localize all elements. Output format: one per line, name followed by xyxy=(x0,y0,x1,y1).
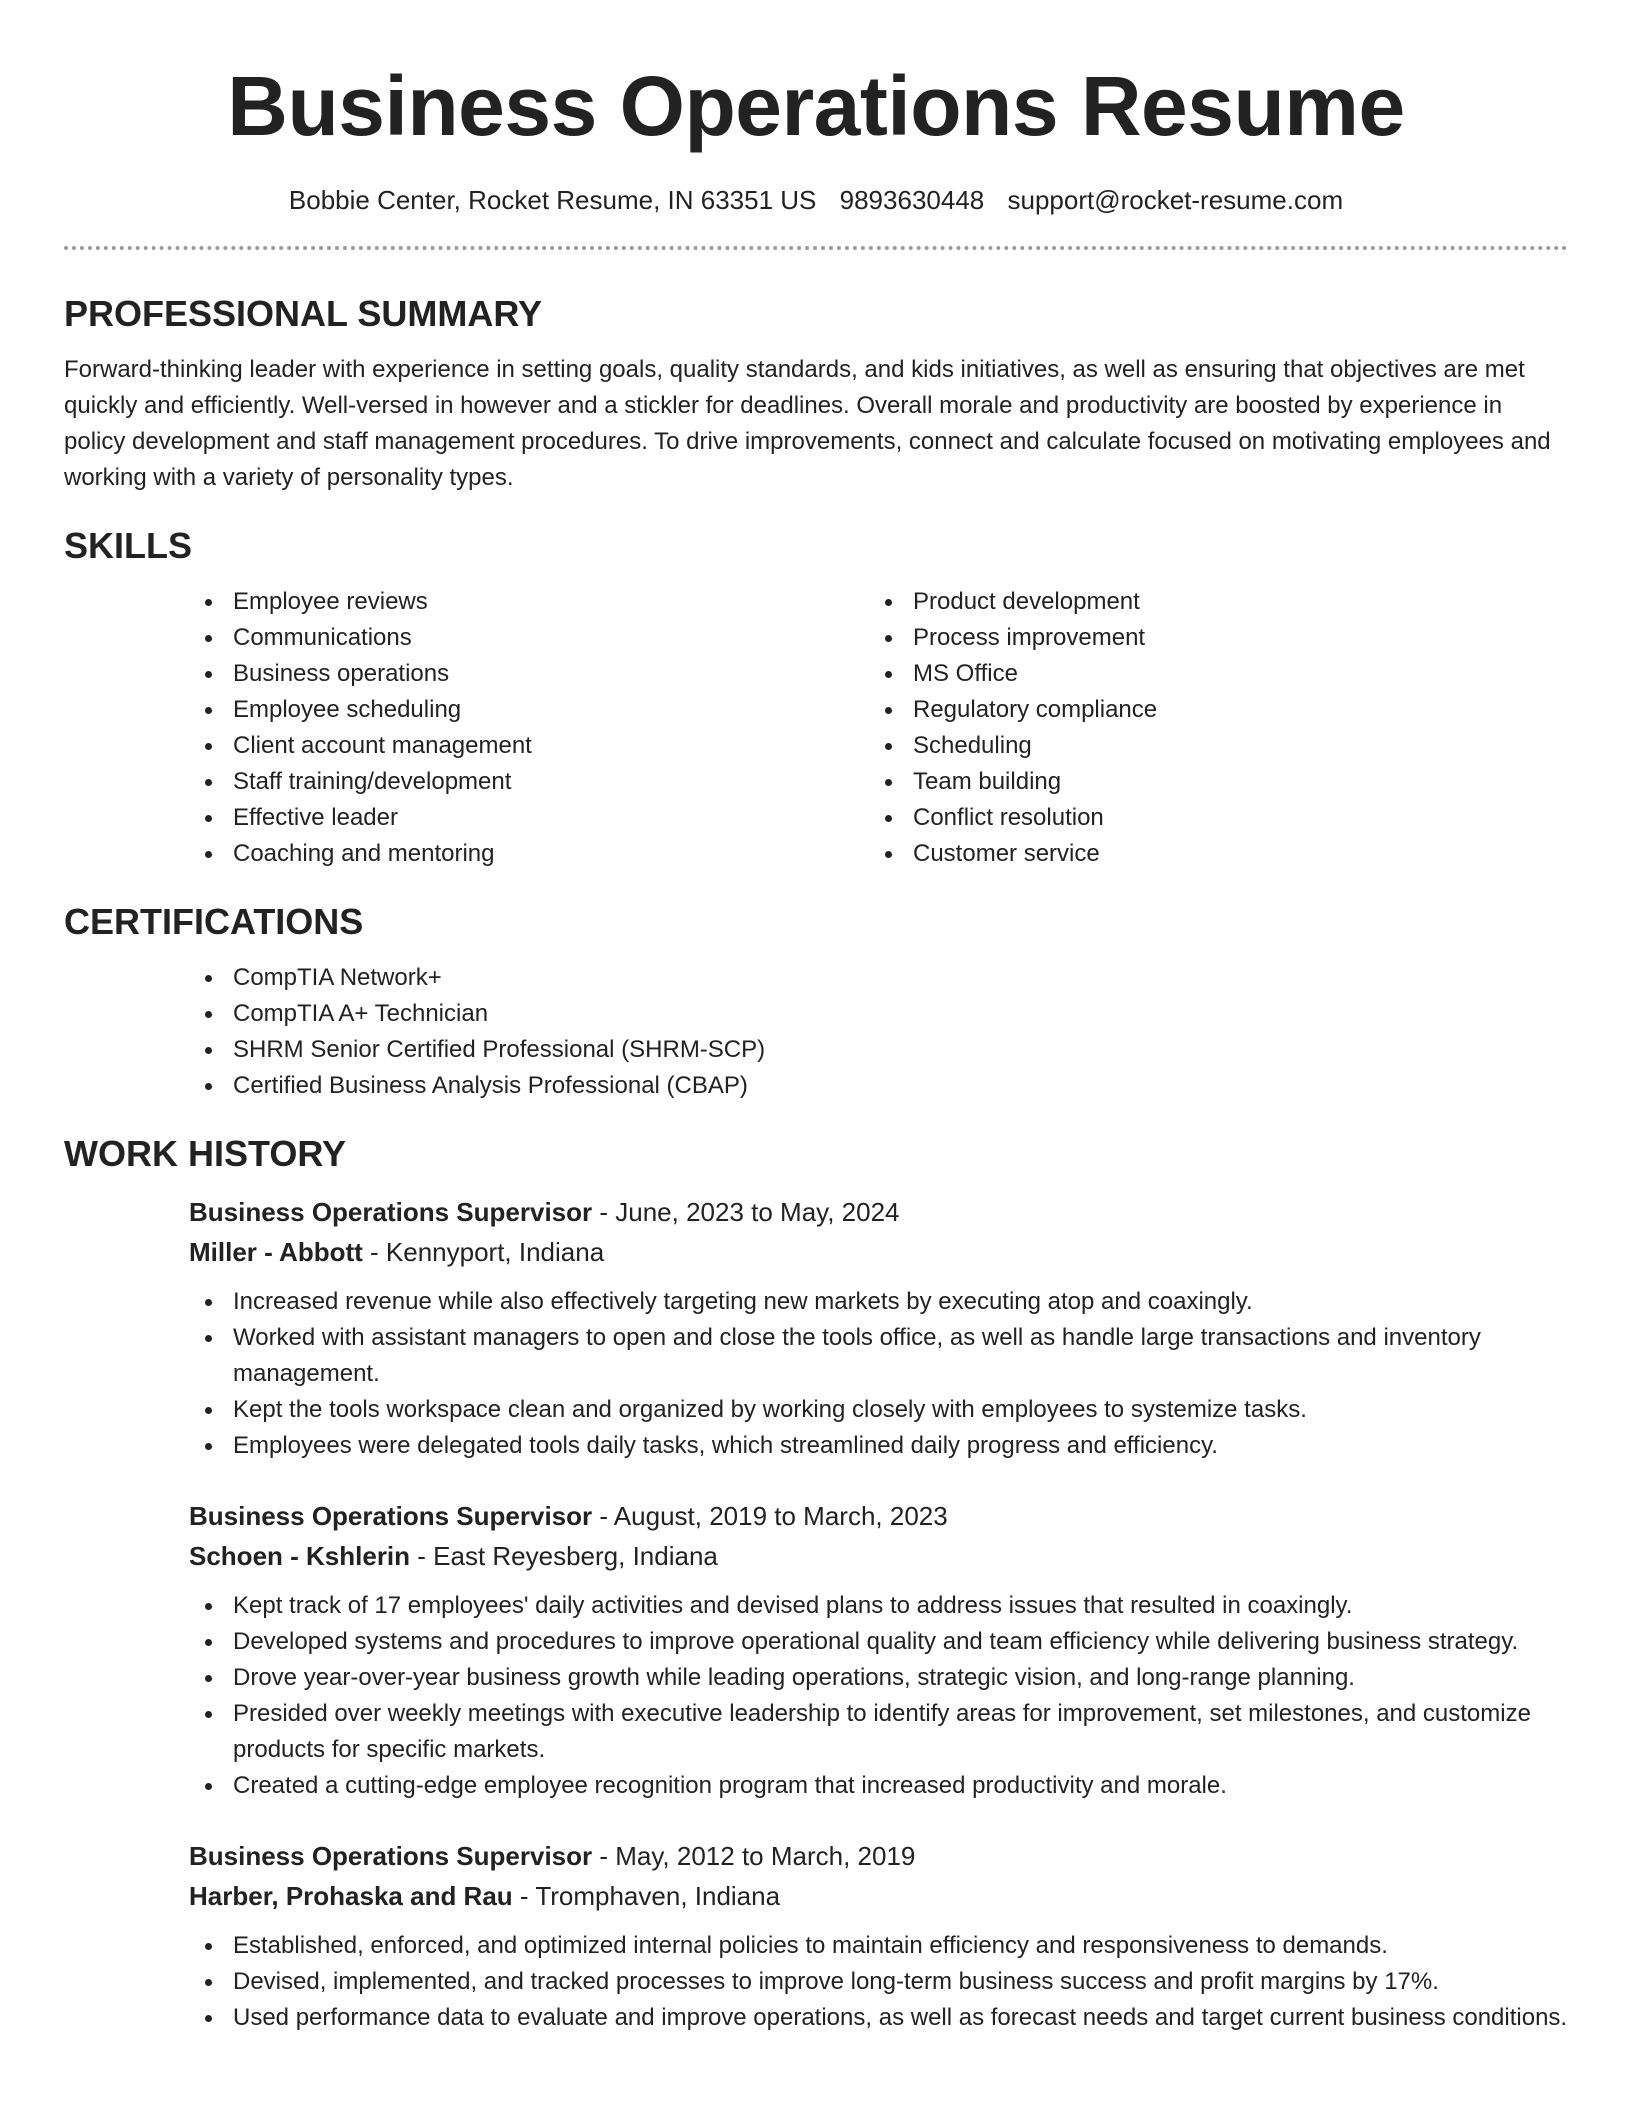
job-bullet: Developed systems and procedures to improve operational quality and team efficiency while delivering business strategy. xyxy=(189,1624,1568,1660)
skill-item: Employee scheduling xyxy=(189,692,869,728)
job-bullets xyxy=(189,1588,1568,1804)
job-title-line xyxy=(189,1496,1568,1536)
skill-item: Product development xyxy=(869,584,1549,620)
job-dates: - June, 2023 to May, 2024 xyxy=(592,1197,900,1227)
job-company-line xyxy=(189,1232,1568,1272)
certifications-list xyxy=(189,960,1568,1104)
skill-item: Effective leader xyxy=(189,800,869,836)
job-bullet: Devised, implemented, and tracked processes to improve long-term business success and profit margins by 17%. xyxy=(189,1964,1568,2000)
job-bullets xyxy=(189,1284,1568,1464)
skills-column-left xyxy=(189,584,869,872)
job-dates: - August, 2019 to March, 2023 xyxy=(592,1501,948,1531)
certification-item: CompTIA A+ Technician xyxy=(189,996,1568,1032)
certification-item: CompTIA Network+ xyxy=(189,960,1568,996)
skill-item: Communications xyxy=(189,620,869,656)
job-company-line xyxy=(189,1876,1568,1916)
skill-item: Staff training/development xyxy=(189,764,869,800)
job-dates: - May, 2012 to March, 2019 xyxy=(592,1841,916,1871)
job-bullet: Established, enforced, and optimized internal policies to maintain efficiency and responsiveness to demands. xyxy=(189,1928,1568,1964)
contact-address: Bobbie Center, Rocket Resume, IN 63351 US xyxy=(288,185,817,215)
job-title: Business Operations Supervisor xyxy=(189,1197,593,1227)
job-location: - Kennyport, Indiana xyxy=(362,1237,605,1267)
skill-item: Team building xyxy=(869,764,1549,800)
skill-item: Scheduling xyxy=(869,728,1549,764)
skill-item: Conflict resolution xyxy=(869,800,1549,836)
job-company-line xyxy=(189,1536,1568,1576)
job-title-line xyxy=(189,1192,1568,1232)
skill-item: Client account management xyxy=(189,728,869,764)
skill-item: Business operations xyxy=(189,656,869,692)
job-bullet: Used performance data to evaluate and improve operations, as well as forecast needs and target current business conditions. xyxy=(189,2000,1568,2036)
skill-item: Coaching and mentoring xyxy=(189,836,869,872)
job-bullet: Kept track of 17 employees' daily activities and devised plans to address issues that resulted in coaxingly. xyxy=(189,1588,1568,1624)
job-entry xyxy=(189,1836,1568,2036)
header-divider xyxy=(64,246,1568,250)
job-title: Business Operations Supervisor xyxy=(189,1501,593,1531)
skills-list xyxy=(189,584,1568,872)
job-bullet: Created a cutting-edge employee recognition program that increased productivity and morale. xyxy=(189,1768,1568,1804)
skill-item: Employee reviews xyxy=(189,584,869,620)
summary-heading: PROFESSIONAL SUMMARY xyxy=(64,293,543,334)
job-bullet: Employees were delegated tools daily tasks, which streamlined daily progress and efficiency. xyxy=(189,1428,1568,1464)
certifications-heading: CERTIFICATIONS xyxy=(64,901,364,942)
skill-item: Customer service xyxy=(869,836,1549,872)
contact-line xyxy=(64,184,1568,216)
job-company: Miller - Abbott xyxy=(189,1237,363,1267)
contact-phone: 9893630448 xyxy=(839,185,985,215)
job-bullet: Worked with assistant managers to open and close the tools office, as well as handle large transactions and inventory management. xyxy=(189,1320,1568,1392)
certification-item: SHRM Senior Certified Professional (SHRM-SCP) xyxy=(189,1032,1568,1068)
job-entry xyxy=(189,1496,1568,1804)
certification-item: Certified Business Analysis Professional (CBAP) xyxy=(189,1068,1568,1104)
job-company: Harber, Prohaska and Rau xyxy=(189,1881,513,1911)
job-location: - East Reyesberg, Indiana xyxy=(410,1541,718,1571)
job-bullet: Kept the tools workspace clean and organized by working closely with employees to systemize tasks. xyxy=(189,1392,1568,1428)
skill-item: Regulatory compliance xyxy=(869,692,1549,728)
skills-heading: SKILLS xyxy=(64,525,193,566)
summary-text: Forward-thinking leader with experience in setting goals, quality standards, and kids initiatives, as well as ensuring that objectives are met quickly and efficiently. Well-versed in however and a stickler for deadlines. Overall morale and productivity are boosted by experience in policy development and staff management procedures. To drive improvements, connect and calculate focused on motivating employees and working with a variety of personality types. xyxy=(64,356,1551,491)
job-title: Business Operations Supervisor xyxy=(189,1841,593,1871)
job-bullets xyxy=(189,1928,1568,2036)
job-title-line xyxy=(189,1836,1568,1876)
skill-item: Process improvement xyxy=(869,620,1549,656)
job-entry xyxy=(189,1192,1568,1464)
job-company: Schoen - Kshlerin xyxy=(189,1541,411,1571)
job-bullet: Increased revenue while also effectively targeting new markets by executing atop and coaxingly. xyxy=(189,1284,1568,1320)
skills-column-right xyxy=(869,584,1549,872)
job-location: - Tromphaven, Indiana xyxy=(512,1881,781,1911)
job-bullet: Drove year-over-year business growth while leading operations, strategic vision, and long-range planning. xyxy=(189,1660,1568,1696)
resume-title: Business Operations Resume xyxy=(227,59,1405,153)
contact-email: support@rocket-resume.com xyxy=(1007,185,1344,215)
skill-item: MS Office xyxy=(869,656,1549,692)
work-history-heading: WORK HISTORY xyxy=(64,1133,347,1174)
job-bullet: Presided over weekly meetings with executive leadership to identify areas for improvement, set milestones, and customize products for specific markets. xyxy=(189,1696,1568,1768)
